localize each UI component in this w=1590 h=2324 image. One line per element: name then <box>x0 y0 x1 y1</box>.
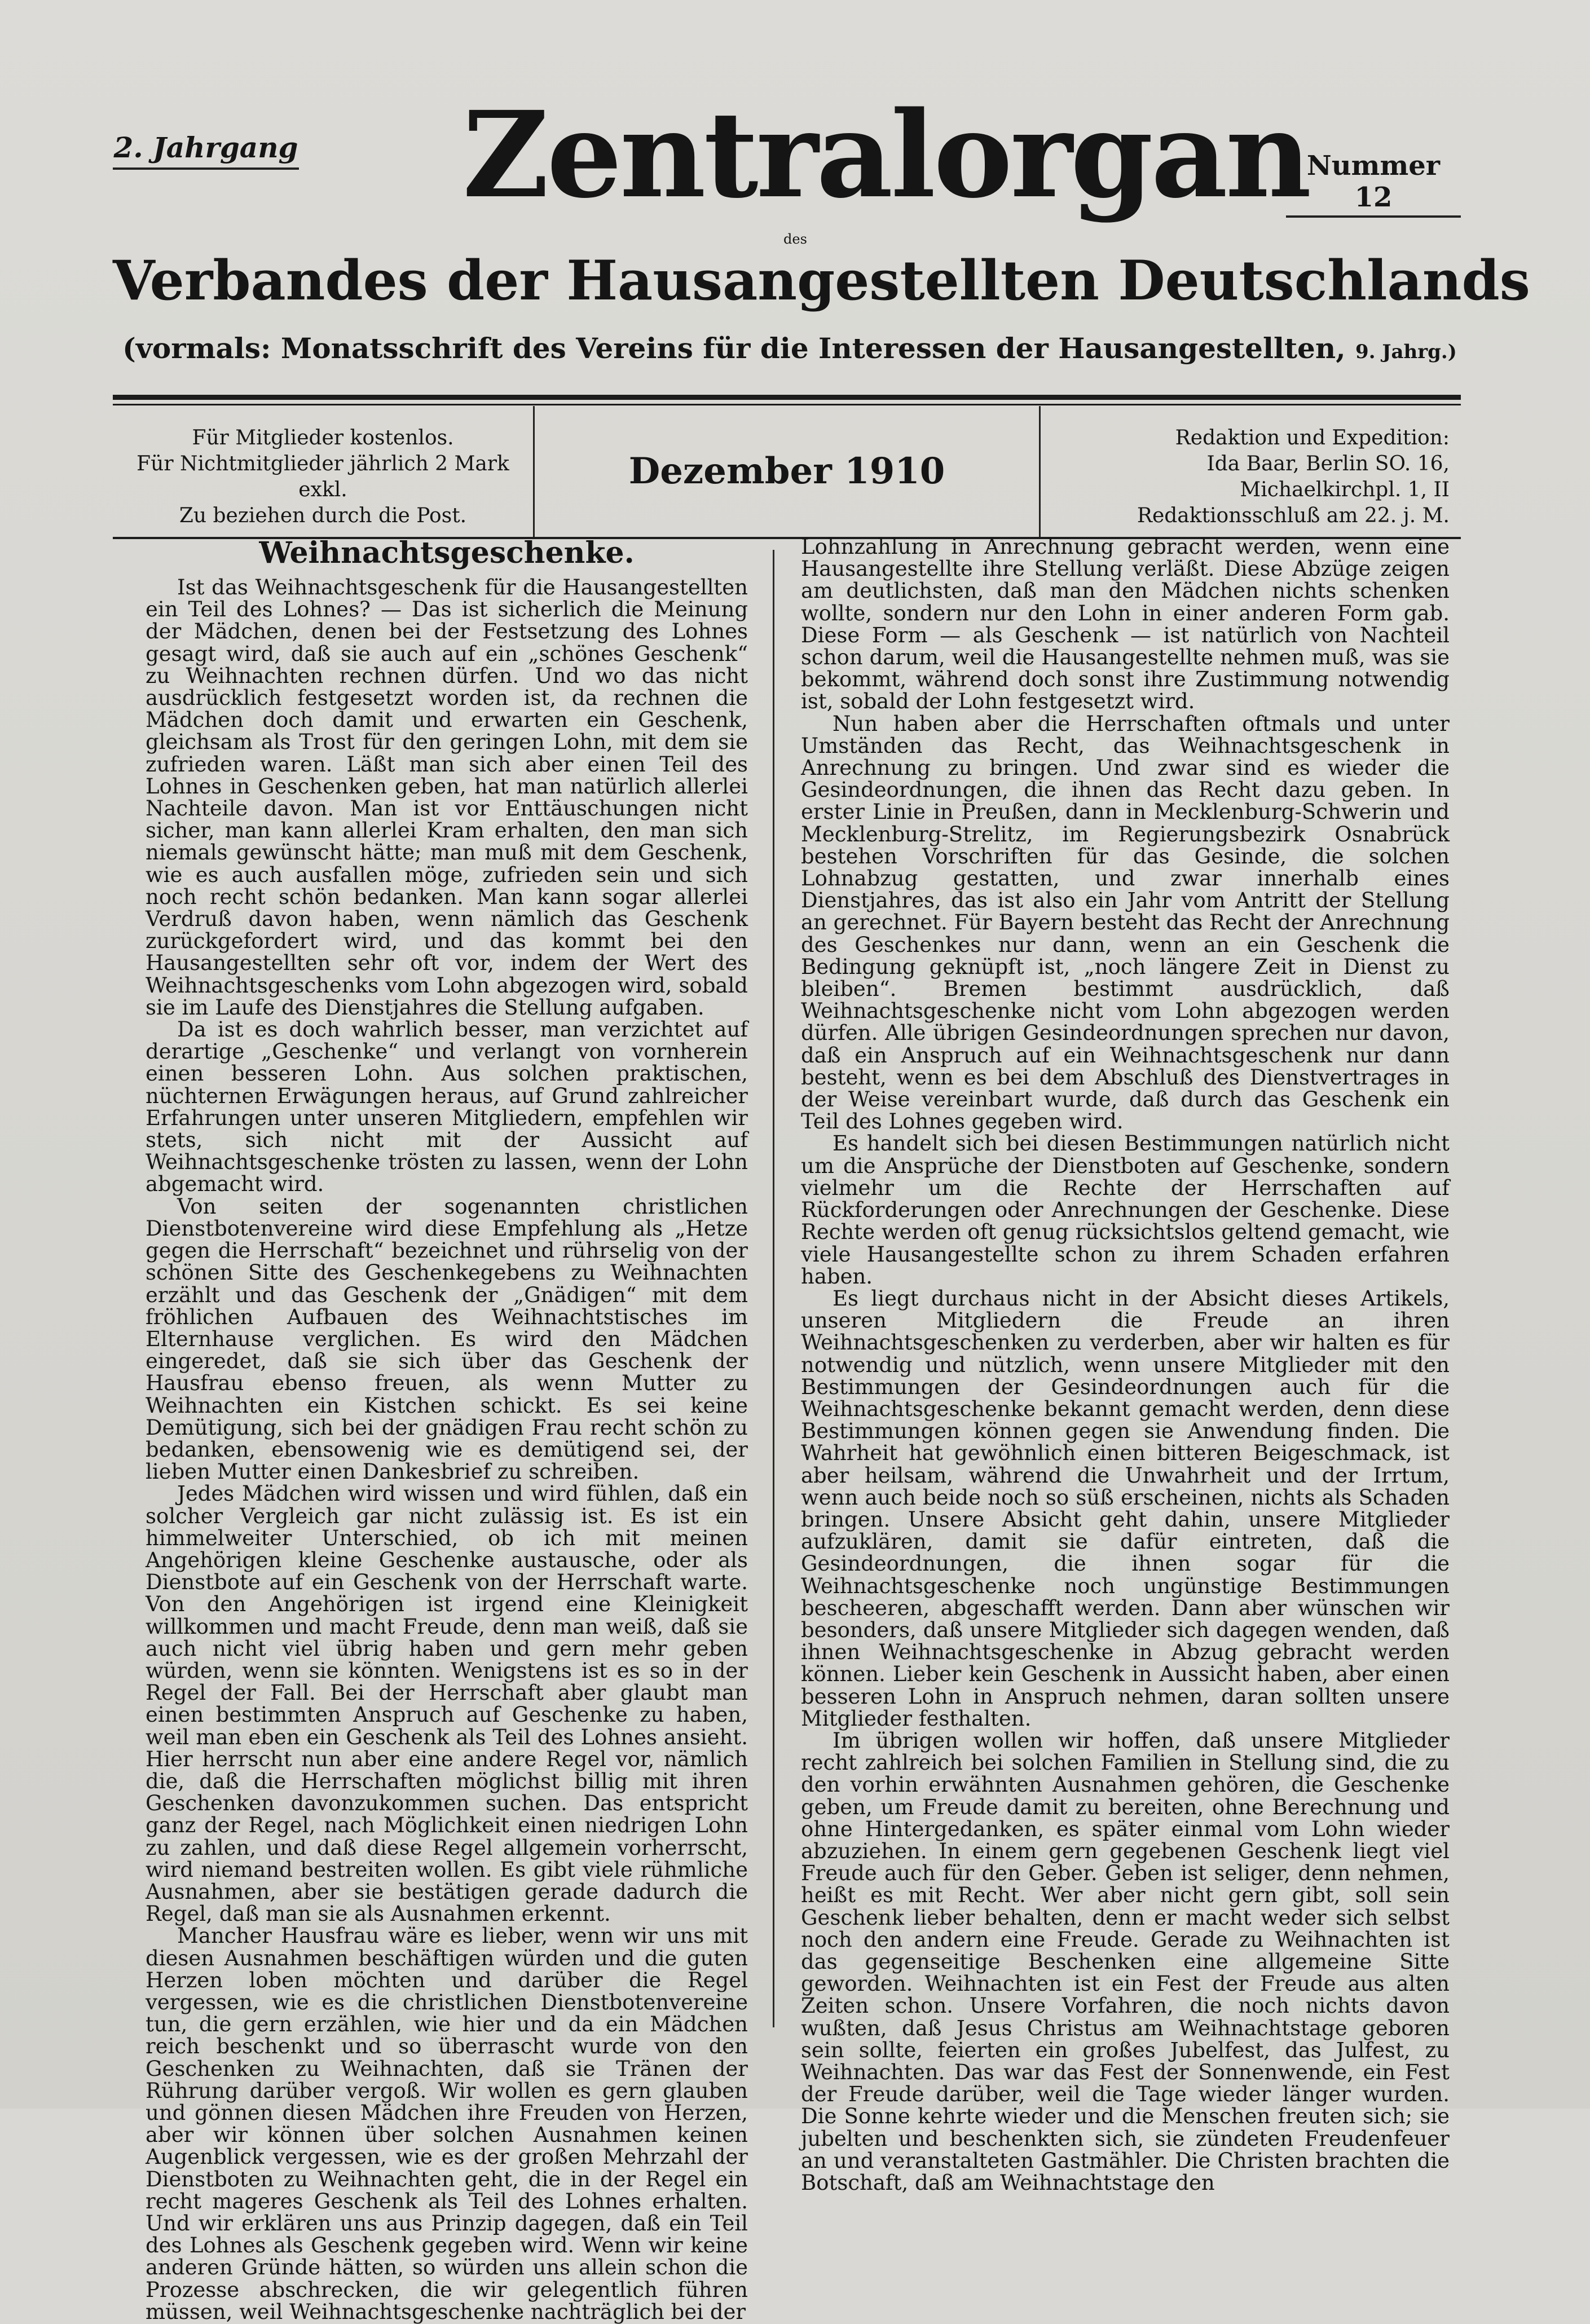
newspaper-subtitle: Verbandes der Hausangestellten Deutschlands <box>113 249 1530 312</box>
editorial-line-2: Ida Baar, Berlin SO. 16, Michaelkirchpl. 1, II <box>1206 452 1450 501</box>
article-paragraph: Im übrigen wollen wir hoffen, daß unsere Mitglieder recht zahlreich bei solchen Familien in Stellung sind, die zu den vorhin erwähnten Ausnahmen gehören, die Geschenke geben, um Freude damit zu bereiten, ohne Berechnung und ohne Hintergedanken, es später einmal vom Lohn wieder abzuziehen. In einem gern gegebenen Geschenk liegt viel Freude auch für den Geber. Geben ist seliger, denn nehmen, heißt es mit Recht. Wer aber nicht gern gibt, soll sein Geschenk lieber behalten, denn er macht weder sich selbst noch den andern eine Freude. Gerade zu Weihnachten ist das gegenseitige Beschenken eine allgemeine Sitte geworden. Weihnachten ist ein Fest der Freude aus alten Zeiten schon. Unsere Vorfahren, die noch nichts davon wußten, daß Jesus Christus am Weihnachtstage geboren sein sollte, feierten ein großes Jubelfest, das Julfest, zu Weihnachten. Das war das Fest der Sonnenwende, ein Fest der Freude darüber, weil die Tage wieder länger wurden. Die Sonne kehrte wieder und die Menschen freuten sich; sie jubelten und beschenkten sich, sie zündeten Freudenfeuer an und veranstalteten Gastmähler. Die Christen brachten die Botschaft, daß am Weihnachtstage den <box>801 1728 1450 2195</box>
article-paragraph: Mancher Hausfrau wäre es lieber, wenn wir uns mit diesen Ausnahmen beschäftigen würden und die guten Herzen loben möchten und darüber die Regel vergessen, wie es die christlichen Dienstbotenvereine tun, die gern erzählen, wie hier und da ein Mädchen reich beschenkt und so überrascht wurde von den Geschenken zu Weihnachten, daß sie Tränen der Rührung darüber vergoß. Wir wollen es gern glauben und gönnen diesen Mädchen ihre Freuden von Herzen, aber wir können über solchen Ausnahmen keinen Augenblick vergessen, wie es der großen Mehrzahl der Dienstboten zu Weihnachten geht, die in der Regel ein recht mageres Geschenk als Teil des Lohnes erhalten. Und wir erklären uns aus Prinzip dagegen, daß ein Teil des Lohnes als Geschenk gegeben wird. Wenn wir keine anderen Gründe hätten, so würden uns allein schon die Prozesse abschrecken, die wir gelegentlich führen müssen, weil Weihnachtsgeschenke nachträglich bei der <box>146 1924 748 2324</box>
editorial-line-1: Redaktion und Expedition: <box>1175 426 1450 449</box>
masthead-rule-thin <box>113 404 1461 405</box>
issue-date: Dezember 1910 <box>533 406 1041 537</box>
article-paragraph: Nun haben aber die Herrschaften oftmals und unter Umständen das Recht, das Weihnachtsgeschenk in Anrechnung zu bringen. Und zwar sind es wieder die Gesindeordnungen, die ihnen das Recht dazu geben. In erster Linie in Preußen, dann in Mecklenburg-Schwerin und Mecklenburg-Strelitz, im Regierungsbezirk Osnabrück bestehen Vorschriften für das Gesinde, die solchen Lohnabzug gestatten, und zwar innerhalb eines Dienstjahres, das ist also ein Jahr vom Antritt der Stellung an gerechnet. Für Bayern besteht das Recht der Anrechnung des Geschenkes nur dann, wenn an ein Geschenk die Bedingung geknüpft ist, „noch längere Zeit in Dienst zu bleiben“. Bremen bestimmt ausdrücklich, daß Weihnachtsgeschenke nicht vom Lohn abgezogen werden dürfen. Alle übrigen Gesindeordnungen sprechen nur davon, daß ein Anspruch auf ein Weihnachtsgeschenk nur dann besteht, wenn es bei dem Abschluß des Dienstvertrages in der Weise vereinbart wurde, daß durch das Geschenk ein Teil des Lohnes gegeben wird. <box>801 711 1450 1134</box>
former-title-text: (vormals: Monatsschrift des Vereins für die Interessen der Hausangestellten, <box>122 332 1346 365</box>
volume-label: 2. Jahrgang <box>113 131 299 170</box>
article-heading: Weihnachtsgeschenke. <box>259 536 635 570</box>
subscription-info <box>113 406 533 537</box>
subscription-line-2: Für Nichtmitglieder jährlich 2 Mark exkl. <box>136 452 509 501</box>
article-column-left <box>146 536 748 2323</box>
editorial-line-3: Redaktionsschluß am 22. j. M. <box>1137 504 1450 527</box>
column-divider <box>773 550 774 2027</box>
newspaper-title: Zentralorgan <box>463 85 1310 224</box>
article-paragraph: Ist das Weihnachtsgeschenk für die Hausangestellten ein Teil des Lohnes? — Das ist sicherlich die Meinung der Mädchen, denen bei der Festsetzung des Lohnes gesagt wird, daß sie auch auf ein „schönes Geschenk“ zu Weihnachten rechnen dürfen. Und wo das nicht ausdrücklich festgesetzt worden ist, da rechnen die Mädchen doch damit und erwarten ein Geschenk, gleichsam als Trost für den geringen Lohn, mit dem sie zufrieden waren. Läßt man sich aber einen Teil des Lohnes in Geschenken geben, hat man natürlich allerlei Nachteile davon. Man ist vor Enttäuschungen nicht sicher, man kann allerlei Kram erhalten, den man sich niemals gewünscht hätte; man muß mit dem Geschenk, wie es auch ausfallen möge, zufrieden sein und sich noch recht schön bedanken. Man kann sogar allerlei Verdruß davon haben, wenn nämlich das Geschenk zurückgefordert wird, und das kommt bei den Hausangestellten sehr oft vor, indem der Wert des Weihnachtsgeschenks vom Lohn abgezogen wird, sobald sie im Laufe des Dienstjahres die Stellung aufgaben. <box>146 575 748 1020</box>
subscription-line-3: Zu beziehen durch die Post. <box>179 504 467 527</box>
article-paragraph: Es handelt sich bei diesen Bestimmungen natürlich nicht um die Ansprüche der Dienstboten auf Geschenke, sondern vielmehr um die Rechte der Herrschaften auf Rückforderungen oder Anrechnungen der Geschenke. Diese Rechte werden oft genug rücksichtslos geltend gemacht, wie viele Hausangestellte schon zu ihrem Schaden erfahren haben. <box>801 1131 1450 1289</box>
issue-number: Nummer 12 <box>1286 150 1461 218</box>
editorial-info <box>1041 406 1461 537</box>
title-connector: des <box>783 231 807 247</box>
masthead-rule-thick <box>113 395 1461 400</box>
info-bar <box>113 406 1461 537</box>
former-title-year: 9. Jahrg.) <box>1355 341 1457 363</box>
newspaper-subtitle-former <box>113 332 1466 365</box>
article-column-right <box>801 536 1450 2194</box>
article-paragraph: Von seiten der sogenannten christlichen Dienstbotenvereine wird diese Empfehlung als „Hetze gegen die Herrschaft“ bezeichnet und rührselig von der schönen Sitte des Geschenkegebens zu Weihnachten erzählt und das Geschenk der „Gnädigen“ mit dem fröhlichen Aufbauen des Weihnachtstisches im Elternhause verglichen. Es wird den Mädchen eingeredet, daß sie sich über das Geschenk der Hausfrau ebenso freuen, als wenn Mutter zu Weihnachten ein Kistchen schickt. Es sei keine Demütigung, sich bei der gnädigen Frau recht schön zu bedanken, ebensowenig wie es demütigend sei, der lieben Mutter einen Dankesbrief zu schreiben. <box>146 1194 748 1484</box>
article-paragraph: Da ist es doch wahrlich besser, man verzichtet auf derartige „Geschenke“ und verlangt von vornherein einen besseren Lohn. Aus solchen praktischen, nüchternen Erwägungen heraus, auf Grund zahlreicher Erfahrungen unter unseren Mitgliedern, empfehlen wir stets, sich nicht mit der Aussicht auf Weihnachtsgeschenke trösten zu lassen, wenn der Lohn abgemacht wird. <box>146 1017 748 1197</box>
article-paragraph: Jedes Mädchen wird wissen und wird fühlen, daß ein solcher Vergleich gar nicht zulässig ist. Es ist ein himmelweiter Unterschied, ob ich mit meinen Angehörigen kleine Geschenke austausche, oder als Dienstbote auf ein Geschenk von der Herrschaft warte. Von den Angehörigen ist irgend eine Kleinigkeit willkommen und macht Freude, denn man weiß, daß sie auch nicht viel übrig haben und gern mehr geben würden, wenn sie könnten. Wenigstens ist es so in der Regel der Fall. Bei der Herrschaft aber glaubt man einen bestimmten Anspruch auf Geschenke zu haben, weil man eben ein Geschenk als Teil des Lohnes ansieht. Hier herrscht nun aber eine andere Regel vor, nämlich die, daß die Herrschaften möglichst billig mit ihren Geschenken davonzukommen suchen. Das entspricht ganz der Regel, nach Möglichkeit einen niedrigen Lohn zu zahlen, und daß diese Regel allgemein vorherrscht, wird niemand bestreiten wollen. Es gibt viele rühmliche Ausnahmen, aber sie bestätigen gerade dadurch die Regel, daß man sie als Ausnahmen erkennt. <box>146 1481 748 1926</box>
article-paragraph: Lohnzahlung in Anrechnung gebracht werden, wenn eine Hausangestellte ihre Stellung verläßt. Diese Abzüge zeigen am deutlichsten, daß man den Mädchen nichts schenken wollte, sondern nur den Lohn in einer anderen Form gab. Diese Form — als Geschenk — ist natürlich von Nachteil schon darum, weil die Hausangestellte nehmen muß, was sie bekommt, während doch sonst ihre Zustimmung notwendig ist, sobald der Lohn festgesetzt wird. <box>801 535 1450 714</box>
subscription-line-1: Für Mitglieder kostenlos. <box>192 426 454 449</box>
article-paragraph: Es liegt durchaus nicht in der Absicht dieses Artikels, unseren Mitgliedern die Freude an ihren Weihnachtsgeschenken zu verderben, aber wir halten es für notwendig und nützlich, wenn unsere Mitglieder mit den Bestimmungen der Gesindeordnungen auch für die Weihnachtsgeschenke bekannt gemacht werden, denn diese Bestimmungen können gegen sie Anwendung finden. Die Wahrheit hat gewöhnlich einen bitteren Beigeschmack, ist aber heilsam, während die Unwahrheit und der Irrtum, wenn auch beide noch so süß erscheinen, nichts als Schaden bringen. Unsere Absicht geht dahin, unsere Mitglieder aufzuklären, damit sie dafür eintreten, daß die Gesindeordnungen, die ihnen sogar für die Weihnachtsgeschenke noch ungünstige Bestimmungen bescheeren, abgeschafft werden. Dann aber wünschen wir besonders, daß unsere Mitglieder sich dagegen wenden, daß ihnen Weihnachtsgeschenke in Abzug gebracht werden können. Lieber kein Geschenk in Aussicht haben, aber einen besseren Lohn in Anspruch nehmen, daran sollten unsere Mitglieder festhalten. <box>801 1286 1450 1731</box>
